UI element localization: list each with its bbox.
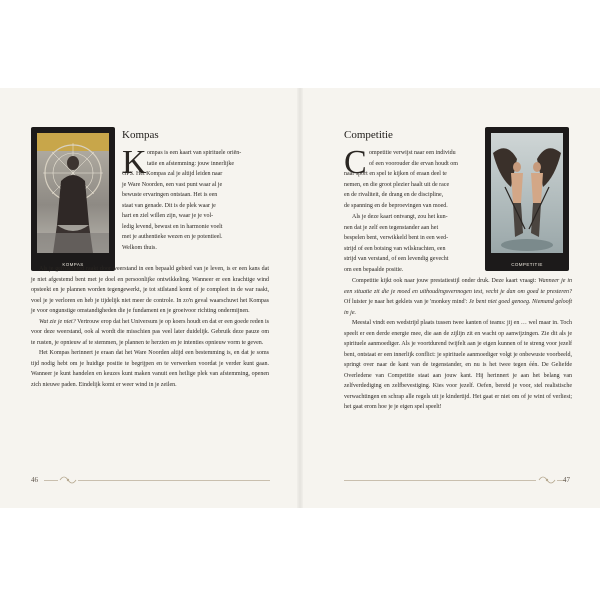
kompas-intro-line: Welkom thuis. [122, 244, 157, 251]
kompas-intro-line: hart en ziel willen zijn, waar je je vol- [122, 213, 214, 219]
competitie-intro-line: nemen, en die groot plezier haalt uit de race [344, 181, 450, 188]
competitie-intro-lines [344, 148, 477, 275]
competitie-intro-line: strijd of een botsing van wilskrachten, een [344, 245, 446, 252]
kompas-question: Wat zie je niet? [39, 318, 76, 325]
kompas-intro-line: bewuste ervaringen ontstaan. Het is een [122, 192, 218, 198]
kompas-paragraph: Het Kompas herinnert je eraan dat het Ware Noorden altijd een bestemming is, en dat je soms tijd nodig hebt om je huidige positie te begrijpen en te verwerken voordat je verder kunt gaan. Wanneer je kunt handelen en keuzes kunt maken vanuit een heilige plek van afstemming, openen zich nieuwe paden. Eindelijk komt er weer wind in je zeilen. [31, 350, 269, 388]
flourish-ornament-icon [58, 474, 78, 486]
competitie-title: Competitie [344, 129, 393, 141]
competitie-paragraph-text: Competitie kijkt ook naar jouw prestatiestijl onder druk. Deze kaart vraagt: [352, 278, 539, 284]
kompas-card-caption: KOMPAS [62, 262, 84, 267]
competitie-intro-line: de spanning en de beproevingen van moed. [344, 202, 448, 209]
page-number-right: 47 [563, 476, 570, 484]
kompas-dropcap: K [122, 144, 147, 181]
competitie-card-caption: COMPETITIE [511, 262, 543, 267]
competitie-body [344, 276, 572, 413]
kompas-card-art [37, 133, 109, 253]
competitie-card-art [491, 133, 563, 253]
competitie-intro-line: Als je deze kaart ontvangt, zou het kun- [352, 214, 448, 220]
competitie-paragraph-text: Of luister je naar het geklets van je 'monkey mind': [344, 299, 469, 305]
competitie-intro-line: ompetitie verwijst naar een individu [369, 150, 456, 156]
competitie-intro-line: nen dat je zelf een tegenstander aan het [344, 224, 439, 231]
competitie-intro-line: om een bepaalde positie. [344, 266, 404, 273]
kompas-intro-line: ledig levend, bewust en in harmonie voelt [122, 223, 223, 230]
page-rule [78, 480, 270, 481]
kompas-title: Kompas [122, 129, 159, 141]
competitie-intro-line: strijd van verstand, of een levendig gevecht [344, 256, 449, 262]
competitie-intro-line: of een voorouder die ervan houdt om [369, 160, 458, 167]
kompas-intro-line: met je authentieke wezen en je potentieel. [122, 234, 223, 240]
kompas-intro-line: GPS. Het Kompas zal je altijd leiden naar [122, 171, 223, 177]
kompas-intro-line: staat van genade. Dit is de plek waar je [122, 202, 216, 209]
competitie-intro-line: en de rivaliteit, de drang en de discipline, [344, 192, 444, 198]
competitie-inner-voice: Je bent niet goed genoeg. Niemand gelooft in je. [344, 299, 572, 316]
kompas-paragraph: Als je gefrustreerd raakt door weerstand in een bepaald gebied van je leven, is er een kans dat je niet afgestemd bent met je doel en persoonlijke ontwikkeling. Wanneer er een krachtige wind opsteekt en je plannen worden tegengewerkt, je tot stilstand komt of je compleet in de war raakt, voel je je verloren en heb je tijdelijk niet meer de controle. In zo'n geval waarschuwt het Kompas je voor ongunstige omstandigheden die je fundament en je groeivoor richting ondermijnen. [31, 266, 269, 314]
competitie-card-image [485, 127, 569, 271]
competitie-intro-line: naar sport en spel te kijken of eraan deel te [344, 171, 447, 177]
page-rule [344, 480, 536, 481]
right-page [301, 88, 600, 508]
competitie-paragraph [344, 276, 572, 318]
book-spread [0, 88, 600, 508]
kompas-paragraph [31, 317, 269, 349]
kompas-body [31, 264, 269, 390]
competitie-question: Wanneer je in een situatie zit die je moed en uithoudingsvermogen test, vecht je dan om goed te presteren? [344, 278, 572, 295]
competitie-paragraph: Meestal vindt een wedstrijd plaats tussen twee kanten of teams: jij en … wel maar in. Toch speelt er een derde energie mee, die aan de zijlijn zit en wacht op aanwijzingen. Zie dit als je spirituele aanmoediger. Als je voortdurend twijfelt aan je eigen kunnen of te streng voor jezelf bent, ontstaat er een innerlijk conflict: je spirituele aanmoediger volgt je onbewuste voorbeeld, springt over naar de kant van de tegenstander, en nu is het twee tegen één. De Geliefde Overledene van Competitie staat aan jouw kant. Hij herinnert je aan het belang van zelfverdediging en zelfbevestiging. Kies voor jezelf. Oefen, bereid je voor, stel realistische verwachtingen en schrap alle regels uit je kindertijd. Het gaat er niet om of je wint of verliest; het gaat erom hoe je je eigen spel speelt! [344, 320, 572, 410]
flourish-ornament-icon [537, 474, 557, 486]
kompas-intro-lines [122, 148, 269, 253]
competitie-dropcap: C [344, 144, 367, 181]
page-number-left: 46 [31, 476, 38, 484]
left-page [0, 88, 299, 508]
kompas-paragraph-text: Vertrouw erop dat het Universum je op koers houdt en dat er een goede reden is voor deze weerstand, ook al wordt die misschien pas veel later duidelijk. Gebruik deze pauze om te rusten, je opnieuw af te stemmen, je plannen te herzien en je intenties opnieuw vorm te geven. [31, 318, 269, 346]
kompas-intro-line: je Ware Noorden, een vast punt waar al je [122, 181, 223, 188]
kompas-intro-line: tatie en afstemming: jouw innerlijke [147, 160, 234, 167]
kompas-intro-line: ompas is een kaart van spirituele oriën- [147, 150, 242, 156]
page-rule [44, 480, 58, 481]
competitie-intro-line: bespelen bent, verwikkeld bent in een wed- [344, 235, 449, 241]
kompas-card-image [31, 127, 115, 271]
